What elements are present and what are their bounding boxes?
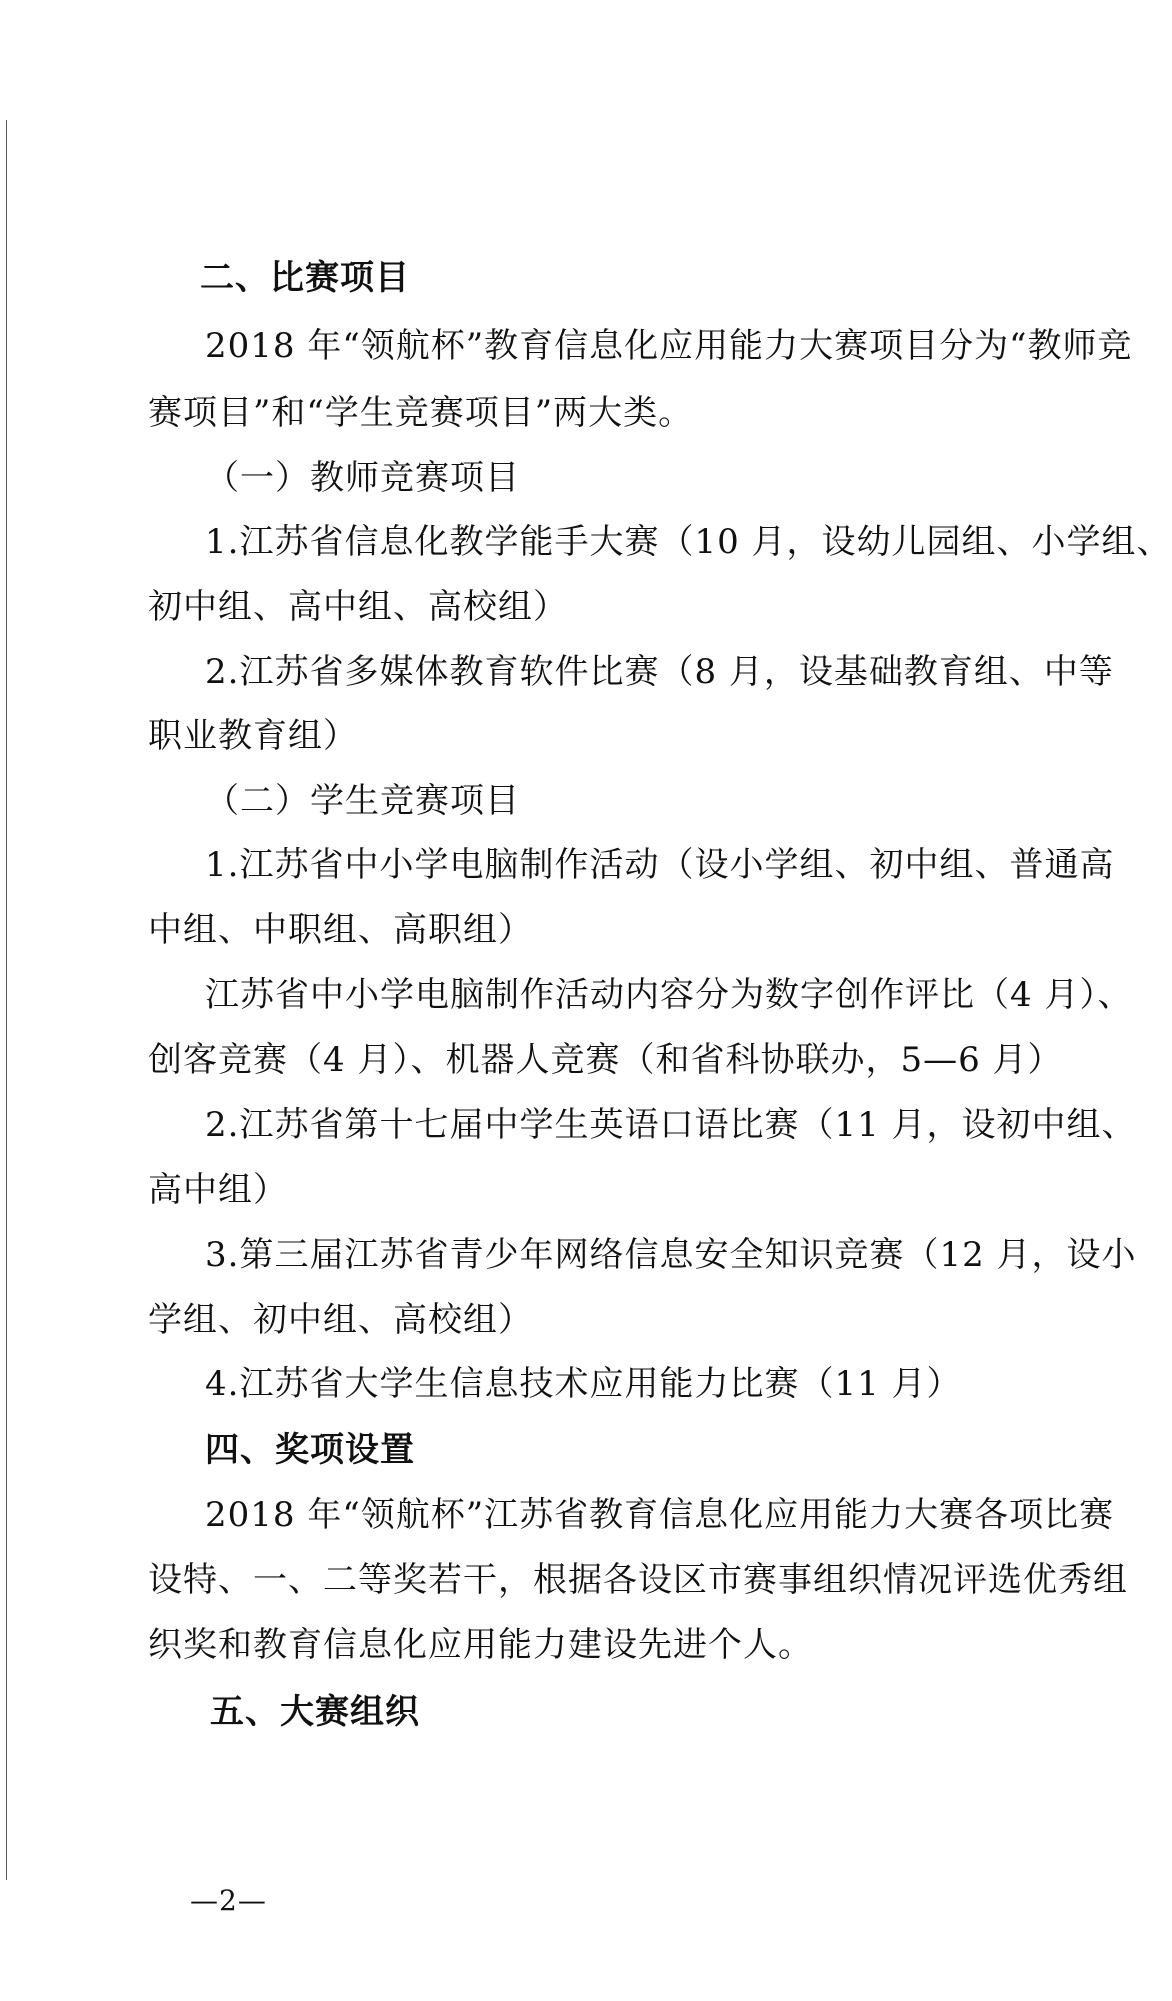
teacher-heading: （一）教师竞赛项目 [205,458,520,498]
section-2-heading: 二、比赛项目 [200,258,410,298]
student-item-3-line-1: 3.第三届江苏省青少年网络信息安全知识竞赛（12 月，设小 [205,1235,1137,1275]
page-number: —2— [190,1884,267,1917]
awards-line-3: 织奖和教育信息化应用能力建设先进个人。 [148,1625,813,1665]
teacher-item-2-line-2: 职业教育组） [148,716,358,756]
student-item-2-line-1: 2.江苏省第十七届中学生英语口语比赛（11 月，设初中组、 [205,1105,1137,1145]
student-item-1-line-1: 1.江苏省中小学电脑制作活动（设小学组、初中组、普通高 [205,845,1115,885]
teacher-item-1-line-1: 1.江苏省信息化教学能手大赛（10 月，设幼儿园组、小学组、 [205,522,1172,562]
student-heading: （二）学生竞赛项目 [205,781,520,821]
student-item-1-line-2: 中组、中职组、高职组） [148,910,533,950]
intro-line-1: 2018 年“领航杯”教育信息化应用能力大赛项目分为“教师竞 [205,326,1133,366]
section-4-heading: 四、奖项设置 [205,1430,415,1470]
student-item-1-desc-line-2: 创客竞赛（4 月）、机器人竞赛（和省科协联办，5—6 月） [148,1040,1063,1080]
teacher-item-2-line-1: 2.江苏省多媒体教育软件比赛（8 月，设基础教育组、中等 [205,652,1114,692]
student-item-3-line-2: 学组、初中组、高校组） [148,1300,533,1340]
intro-line-2: 赛项目”和“学生竞赛项目”两大类。 [148,393,694,433]
awards-line-2: 设特、一、二等奖若干，根据各设区市赛事组织情况评选优秀组 [148,1560,1128,1600]
student-item-1-desc-line-1: 江苏省中小学电脑制作活动内容分为数字创作评比（4 月）、 [205,975,1133,1015]
section-5-heading: 五、大赛组织 [210,1692,420,1732]
student-item-2-line-2: 高中组） [148,1170,288,1210]
awards-line-1: 2018 年“领航杯”江苏省教育信息化应用能力大赛各项比赛 [205,1495,1115,1535]
teacher-item-1-line-2: 初中组、高中组、高校组） [148,587,568,627]
student-item-4-line-1: 4.江苏省大学生信息技术应用能力比赛（11 月） [205,1364,962,1404]
